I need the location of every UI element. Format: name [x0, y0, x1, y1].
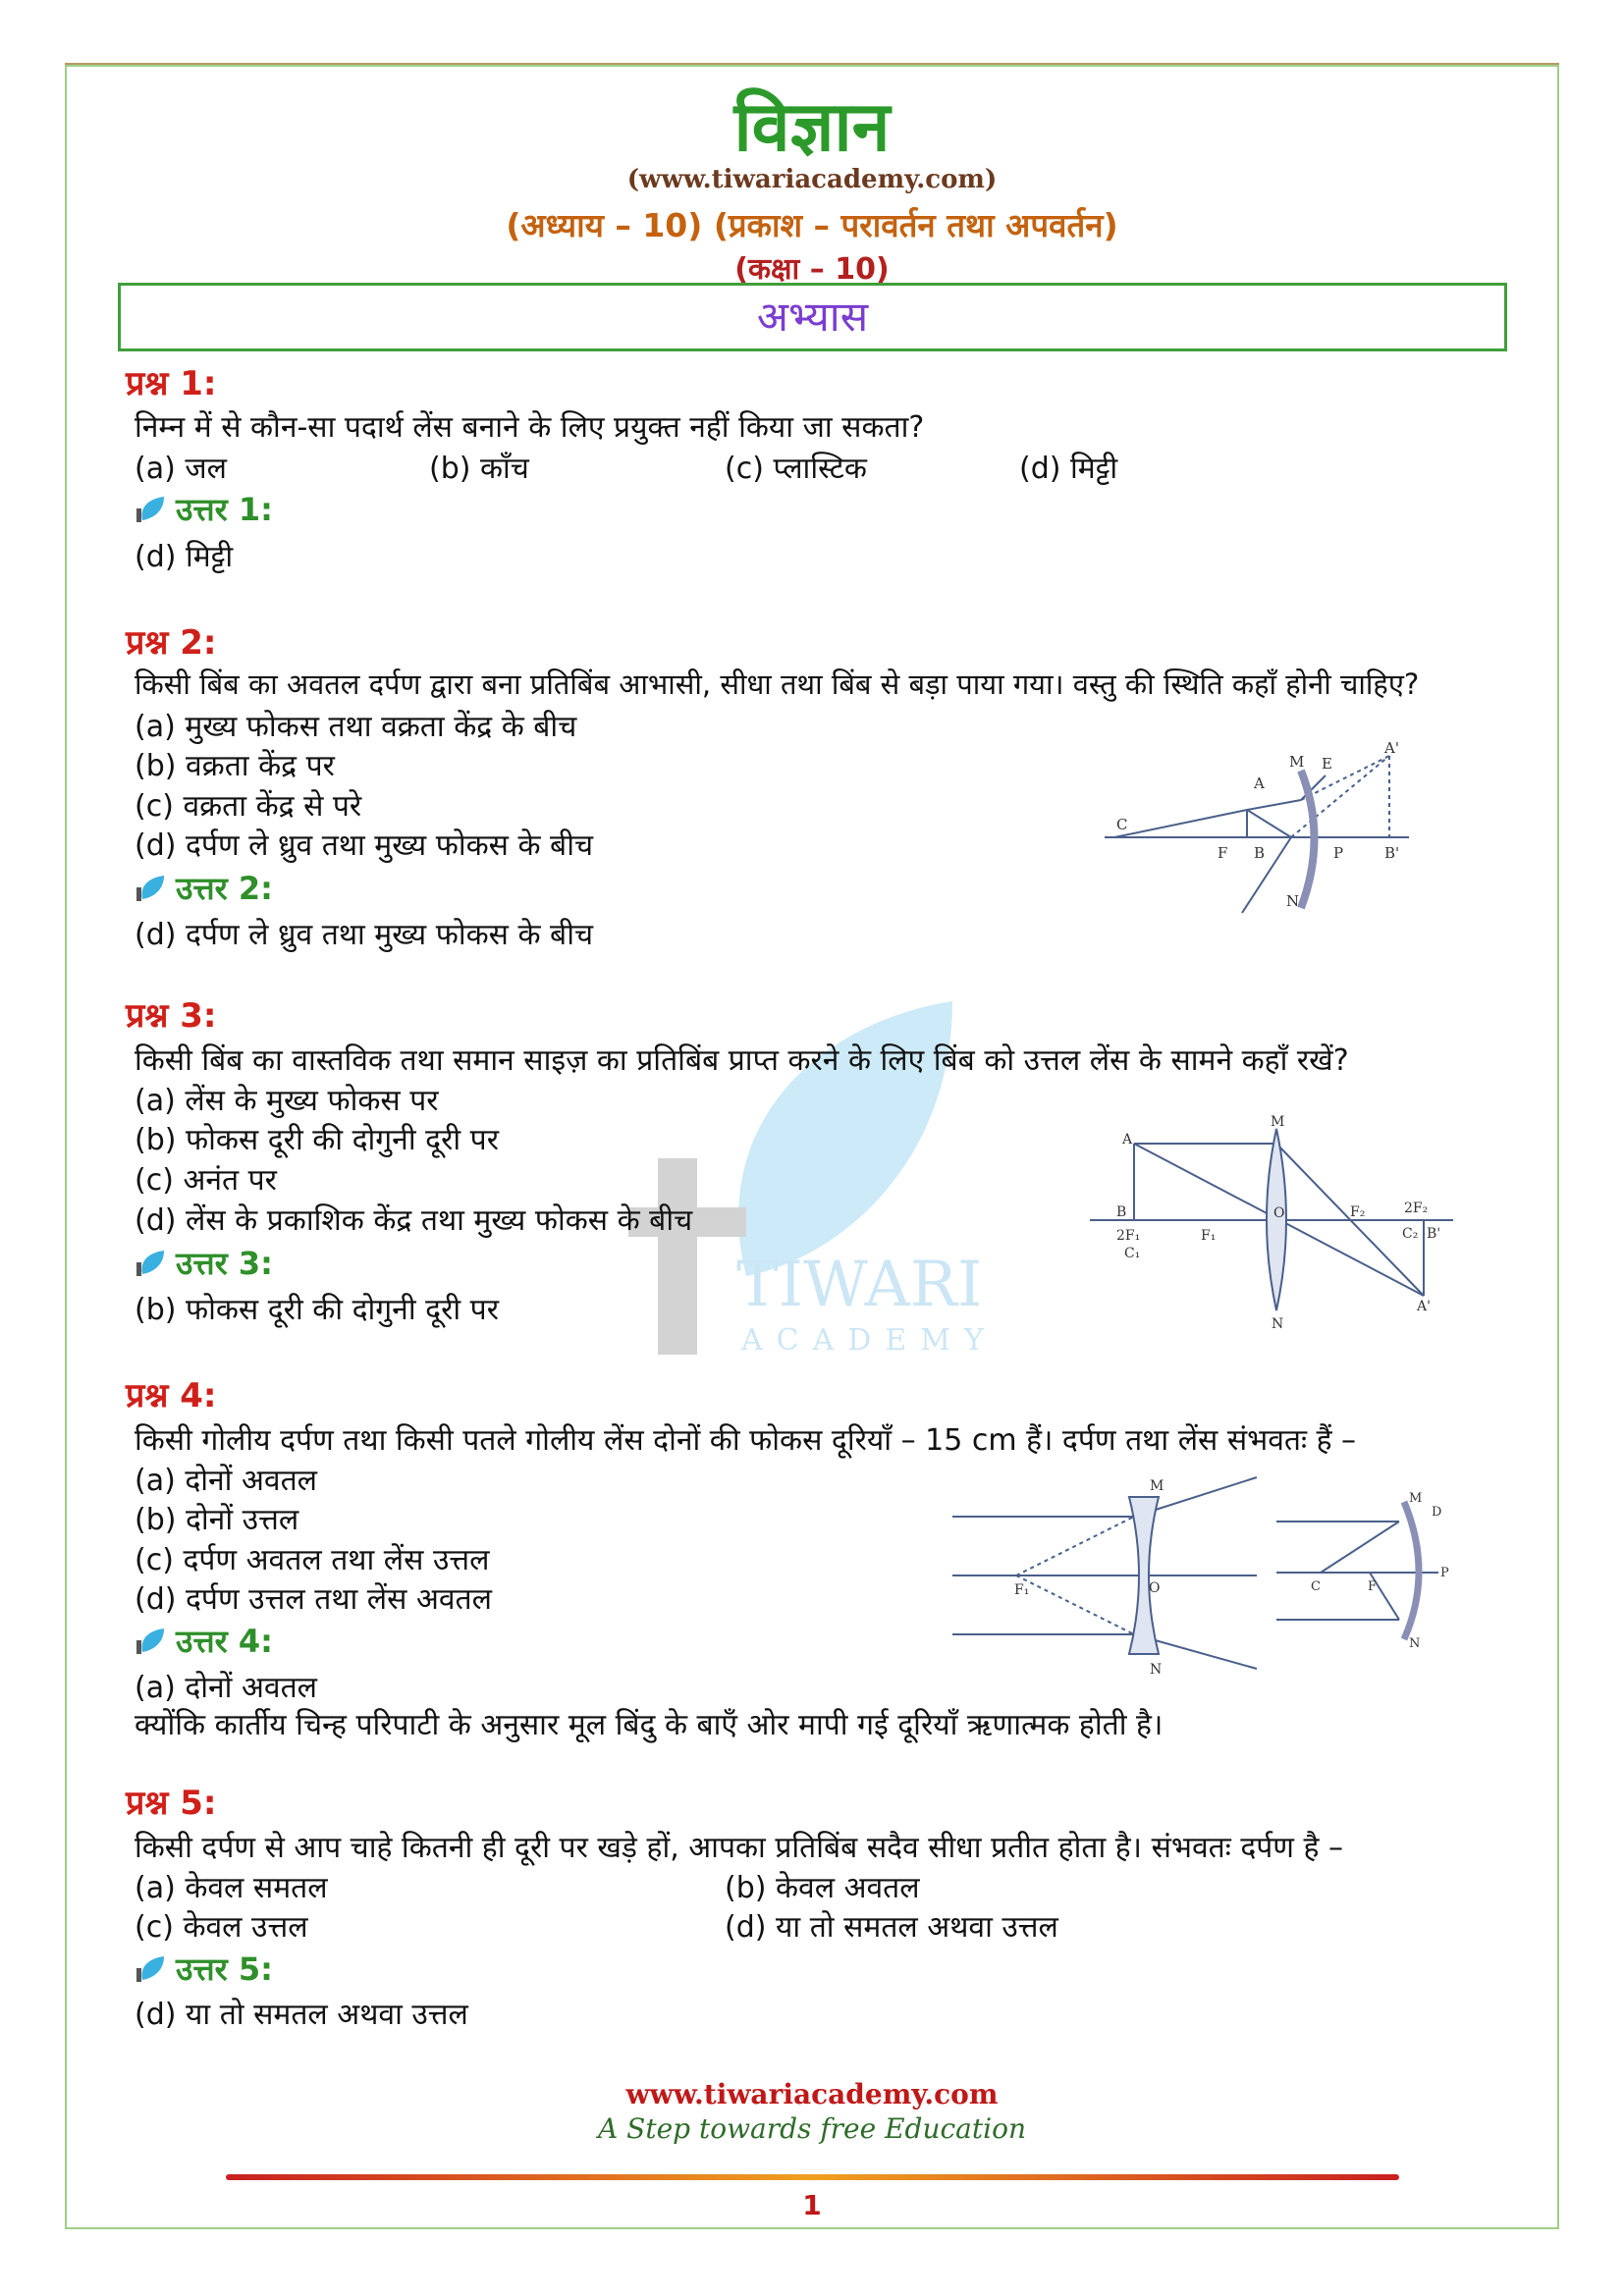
q1-option-b: (b) काँच	[429, 452, 529, 486]
label-c1: C₁	[1124, 1246, 1141, 1261]
convex-lens-diagram	[1085, 1114, 1458, 1330]
label-b: B	[1116, 1204, 1127, 1220]
page-number: 1	[802, 2189, 822, 2221]
label-n: N	[1272, 1316, 1284, 1330]
answer-5-text: (d) या तो समतल अथवा उत्तल	[135, 1998, 468, 2032]
concave-lens-diagram	[947, 1472, 1262, 1679]
question-2-text: किसी बिंब का अवतल दर्पण द्वारा बना प्रतिबिंब आभासी, सीधा तथा बिंब से बड़ा पाया गया। वस्तु की स्थिति कहाँ होनी चाहिए?	[135, 667, 1420, 701]
question-5-text: किसी दर्पण से आप चाहे कितनी ही दूरी पर खड़े हों, आपका प्रतिबिंब सदैव सीधा प्रतीत होता है। संभवतः दर्पण है –	[135, 1831, 1343, 1865]
q5-option-a: (a) केवल समतल	[135, 1871, 328, 1905]
label-b-prime: B'	[1384, 844, 1400, 862]
leaf-logo-icon	[135, 495, 168, 524]
footer-divider	[226, 2174, 1399, 2180]
leaf-logo-icon	[135, 1249, 168, 1278]
label-n: N	[1286, 892, 1300, 910]
label-p: P	[1440, 1566, 1449, 1580]
q4-option-b: (b) दोनों उत्तल	[135, 1503, 299, 1537]
label-b: B	[1254, 844, 1266, 862]
q2-option-b: (b) वक्रता केंद्र पर	[135, 749, 335, 783]
label-o: O	[1149, 1580, 1161, 1596]
q4-option-d: (d) दर्पण उत्तल तथा लेंस अवतल	[135, 1582, 493, 1617]
leaf-logo-icon	[135, 1627, 168, 1656]
footer-website-link[interactable]: www.tiwariacademy.com	[625, 2078, 999, 2110]
label-a: A	[1254, 774, 1265, 792]
question-1-label: प्रश्न 1:	[126, 364, 217, 403]
label-c: C	[1116, 816, 1128, 833]
answer-5-label	[135, 1948, 273, 1990]
q1-option-d: (d) मिट्टी	[1019, 452, 1118, 486]
answer-3-text: (b) फोकस दूरी की दोगुनी दूरी पर	[135, 1293, 499, 1327]
website-header[interactable]: (www.tiwariacademy.com)	[626, 165, 998, 194]
concave-mirror-diagram	[1100, 741, 1414, 928]
q3-option-a: (a) लेंस के मुख्य फोकस पर	[135, 1084, 439, 1118]
label-c: C	[1311, 1579, 1321, 1594]
footer-tagline: A Step towards free Education	[598, 2112, 1026, 2145]
label-b-prime: B'	[1427, 1226, 1441, 1242]
label-f1: F₁	[1201, 1228, 1217, 1244]
q5-option-b: (b) केवल अवतल	[725, 1871, 920, 1905]
answer-1-label	[135, 488, 273, 530]
label-a: A	[1122, 1132, 1133, 1148]
question-1-text: निम्न में से कौन-सा पदार्थ लेंस बनाने के लिए प्रयुक्त नहीं किया जा सकता?	[135, 410, 925, 445]
q2-option-a: (a) मुख्य फोकस तथा वक्रता केंद्र के बीच	[135, 710, 577, 744]
q2-option-c: (c) वक्रता केंद्र से परे	[135, 789, 362, 824]
q2-option-d: (d) दर्पण ले ध्रुव तथा मुख्य फोकस के बीच	[135, 828, 594, 863]
label-d: D	[1432, 1505, 1442, 1520]
answer-4-explanation: क्योंकि कार्तीय चिन्ह परिपाटी के अनुसार मूल बिंदु के बाएँ ओर मापी गई दूरियाँ ऋणात्मक होती है।	[135, 1708, 1164, 1742]
label-a-prime: A'	[1384, 741, 1399, 757]
label-m: M	[1271, 1114, 1285, 1130]
q1-option-a: (a) जल	[135, 452, 227, 486]
answer-2-label	[135, 867, 273, 909]
label-m: M	[1289, 753, 1305, 771]
label-a-prime: A'	[1417, 1299, 1431, 1314]
leaf-logo-icon	[135, 874, 168, 903]
section-heading: अभ्यास	[118, 283, 1507, 351]
question-3-text: किसी बिंब का वास्तविक तथा समान साइज़ का प्रतिबिंब प्राप्त करने के लिए बिंब को उत्तल लेंस के सामने कहाँ रखें?	[135, 1043, 1349, 1078]
answer-1-text: (d) मिट्टी	[135, 540, 234, 574]
q1-option-c: (c) प्लास्टिक	[725, 452, 867, 486]
answer-4-label	[135, 1620, 273, 1662]
chapter-heading: (अध्याय – 10) (प्रकाश – परावर्तन तथा अपवर्तन)	[506, 206, 1118, 244]
answer-2-text: (d) दर्पण ले ध्रुव तथा मुख्य फोकस के बीच	[135, 918, 594, 952]
answer-5-label-text: उत्तर 5:	[176, 1950, 273, 1988]
answer-4-label-text: उत्तर 4:	[176, 1623, 273, 1660]
convex-mirror-diagram	[1272, 1492, 1458, 1649]
answer-1-label-text: उत्तर 1:	[176, 491, 273, 528]
answer-2-label-text: उत्तर 2:	[176, 870, 273, 907]
question-2-label: प्रश्न 2:	[126, 623, 217, 663]
label-o: O	[1273, 1205, 1285, 1221]
watermark-text: TIWARI	[736, 1249, 983, 1321]
q5-option-c: (c) केवल उत्तल	[135, 1910, 308, 1945]
answer-4-text: (a) दोनों अवतल	[135, 1671, 318, 1705]
label-f: F	[1368, 1579, 1378, 1594]
answer-3-label-text: उत्तर 3:	[176, 1245, 273, 1282]
label-p: P	[1333, 844, 1344, 862]
question-4-text: किसी गोलीय दर्पण तथा किसी पतले गोलीय लेंस दोनों की फोकस दूरियाँ – 15 cm हैं। दर्पण तथा लेंस संभवतः हैं –	[135, 1423, 1357, 1458]
label-m: M	[1409, 1492, 1423, 1506]
label-f: F	[1218, 844, 1228, 862]
label-f2: F₂	[1350, 1204, 1366, 1220]
label-2f2: 2F₂	[1404, 1201, 1429, 1216]
page-title: विज्ञान	[733, 86, 891, 167]
q3-option-d: (d) लेंस के प्रकाशिक केंद्र तथा मुख्य फोकस के बीच	[135, 1203, 693, 1238]
q3-option-b: (b) फोकस दूरी की दोगुनी दूरी पर	[135, 1123, 499, 1157]
label-c2: C₂	[1402, 1226, 1419, 1242]
question-3-label: प्रश्न 3:	[126, 996, 217, 1036]
label-2f1: 2F₁	[1116, 1228, 1141, 1244]
leaf-logo-icon	[135, 1954, 168, 1984]
q4-option-c: (c) दर्पण अवतल तथा लेंस उत्तल	[135, 1543, 490, 1577]
label-m: M	[1150, 1478, 1164, 1494]
label-f1: F₁	[1014, 1582, 1030, 1598]
question-4-label: प्रश्न 4:	[126, 1376, 217, 1415]
answer-3-label	[135, 1242, 273, 1284]
question-5-label: प्रश्न 5:	[126, 1784, 217, 1823]
class-heading: (कक्षा – 10)	[734, 252, 890, 287]
q4-option-a: (a) दोनों अवतल	[135, 1464, 318, 1498]
label-n: N	[1150, 1662, 1163, 1678]
label-e: E	[1322, 755, 1332, 773]
label-n: N	[1409, 1636, 1421, 1649]
watermark-subtext: ACADEMY	[741, 1323, 998, 1358]
q3-option-c: (c) अनंत पर	[135, 1163, 277, 1198]
q5-option-d: (d) या तो समतल अथवा उत्तल	[725, 1910, 1058, 1945]
